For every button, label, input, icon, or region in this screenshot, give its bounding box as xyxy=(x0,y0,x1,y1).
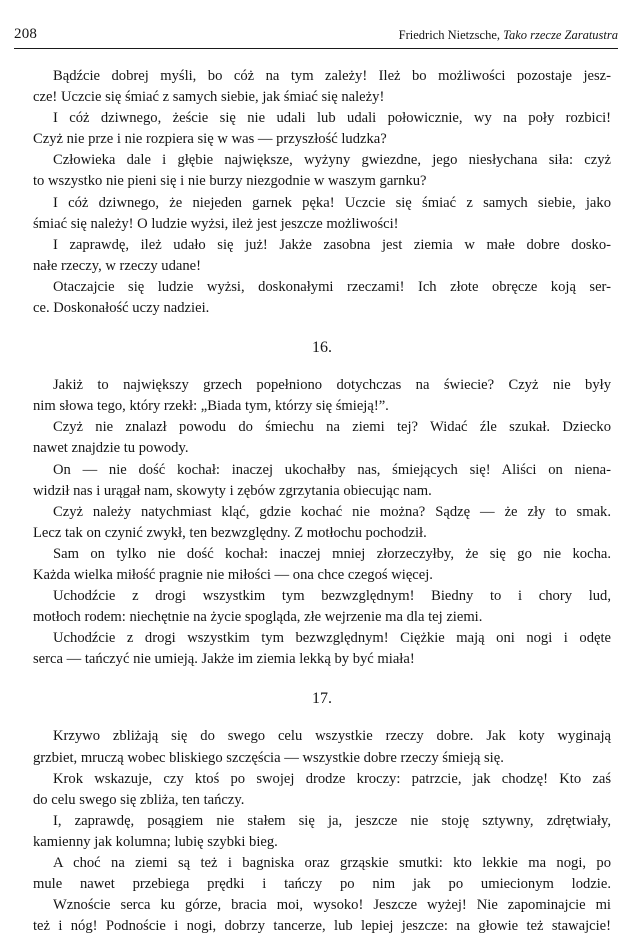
text-line: Człowieka dale i głębie największe, wyżyny gwiezdne, jego niesłychana siła: czyż xyxy=(53,152,611,169)
text-line: Krzywo zbliżają się do swego celu wszystkie rzeczy dobre. Jak koty wyginają xyxy=(53,728,611,745)
text-line: On — nie dość kochał: inaczej ukochałby nas, śmiejących się! Aliści on niena- xyxy=(53,461,611,478)
text-line: I, zaprawdę, posągiem nie stałem się ja, jeszcze nie stoję sztywny, zdrętwiały, xyxy=(53,812,611,829)
text-line: Jakiż to największy grzech popełniono dotychczas na świecie? Czyż nie były xyxy=(53,377,611,394)
page-header xyxy=(14,26,618,48)
text-line: I zaprawdę, ileż udało się już! Jakże zasobna jest ziemia w małe dobre dosko- xyxy=(53,236,611,253)
text-line: Czyż nie znalazł powodu do śmiechu na ziemi tej? Widać źle szukał. Dziecko xyxy=(53,419,611,436)
header-rule xyxy=(14,48,618,49)
text-line: grzbiet, mruczą wobec bliskiego szczęścia — wszystkie dobre rzeczy śmieją się. xyxy=(33,749,504,766)
text-line: Każda wielka miłość pragnie nie miłości — ona chce czegoś więcej. xyxy=(33,566,433,583)
text-line: Sam on tylko nie dość kochał: inaczej mniej złorzeczyłby, że się go nie kocha. xyxy=(53,545,611,562)
running-head-author: Friedrich Nietzsche, xyxy=(398,28,501,42)
text-line: I cóż dziwnego, żeście się nie udali lub udali połowicznie, wy na poły rozbici! xyxy=(53,110,611,127)
text-line: ce. Doskonałość uczy nadziei. xyxy=(33,300,210,317)
text-line: motłoch rodem: niechętnie na życie spogląda, złe wejrzenie ma dla tej ziemi. xyxy=(33,609,483,626)
text-line: Uchodźcie z drogi wszystkim tym bezwzględnym! Ciężkie mają oni nogi i odęte xyxy=(53,630,611,647)
text-line: nawet znajdzie tu powody. xyxy=(33,440,189,457)
text-line: cze! Uczcie się śmiać z samych siebie, jak śmiać się należy! xyxy=(33,89,385,106)
running-head-title: Tako rzecze Zaratustra xyxy=(503,28,618,42)
text-line: też i nóg! Podnoście i nogi, dobrzy tancerze, lub lepiej jeszcze: na głowie też stawajcie! xyxy=(33,918,611,935)
text-line: śmiać się należy! O ludzie wyżsi, ileż jest jeszcze możliwości! xyxy=(33,215,399,232)
text-line: Uchodźcie z drogi wszystkim tym bezwzględnym! Biedny to i chory lud, xyxy=(53,588,611,605)
section-number: 16. xyxy=(312,339,332,357)
text-line: to wszystko nie pieni się i nie burzy niezgodnie w waszym garnku? xyxy=(33,173,427,190)
text-line: nałe rzeczy, w rzeczy udane! xyxy=(33,257,201,274)
text-line: Czyż nie prze i nie rozpiera się w was — przyszłość ludzka? xyxy=(33,131,387,148)
running-head xyxy=(399,28,618,43)
text-line: Otaczajcie się ludzie wyżsi, doskonałymi rzeczami! Ich złote obręcze koją ser- xyxy=(53,278,611,295)
text-line: serca — tańczyć nie umieją. Jakże im ziemia lekką by być miała! xyxy=(33,651,415,668)
text-line: widził nas i urągał nam, skowyty i zębów zgrzytania obiecując nam. xyxy=(33,482,432,499)
text-line: Krok wskazuje, czy ktoś po swojej drodze kroczy: patrzcie, jak chodzę! Kto zaś xyxy=(53,770,611,787)
text-line: mule nawet przebiega prędki i tańczy po nim jak po umieciony​m lodzie. xyxy=(33,876,611,893)
text-line: kamienny jak kolumna; lubię szybki bieg. xyxy=(33,833,278,850)
text-line: A choć na ziemi są też i bagniska oraz grząskie smutki: kto lekkie ma nogi, po xyxy=(53,855,611,871)
text-line: Wznoście serca ku górze, bracia moi, wysoko! Jeszcze wyżej! Nie zapominajcie mi xyxy=(53,897,611,914)
text-line: Czyż należy natychmiast kląć, gdzie kochać nie można? Sądzę — że zły to smak. xyxy=(53,503,611,520)
body-text xyxy=(33,66,611,937)
text-line: Lecz tak on czynić zwykł, ten bezwzględny. Z motłochu pochodził. xyxy=(33,524,427,541)
text-line: Bądźcie dobrej myśli, bo cóż na tym zależy! Ileż bo możliwości pozostaje jesz- xyxy=(53,68,611,84)
text-line: nim słowa tego, który rzekł: „Biada tym, którzy się śmieją!”. xyxy=(33,398,389,415)
text-line: do celu swego się zbliża, ten tańczy. xyxy=(33,791,245,808)
section-number: 17. xyxy=(312,690,332,708)
page-number: 208 xyxy=(14,26,38,42)
text-line: I cóż dziwnego, że niejeden garnek pęka! Uczcie się śmiać z samych siebie, jako xyxy=(53,194,611,211)
